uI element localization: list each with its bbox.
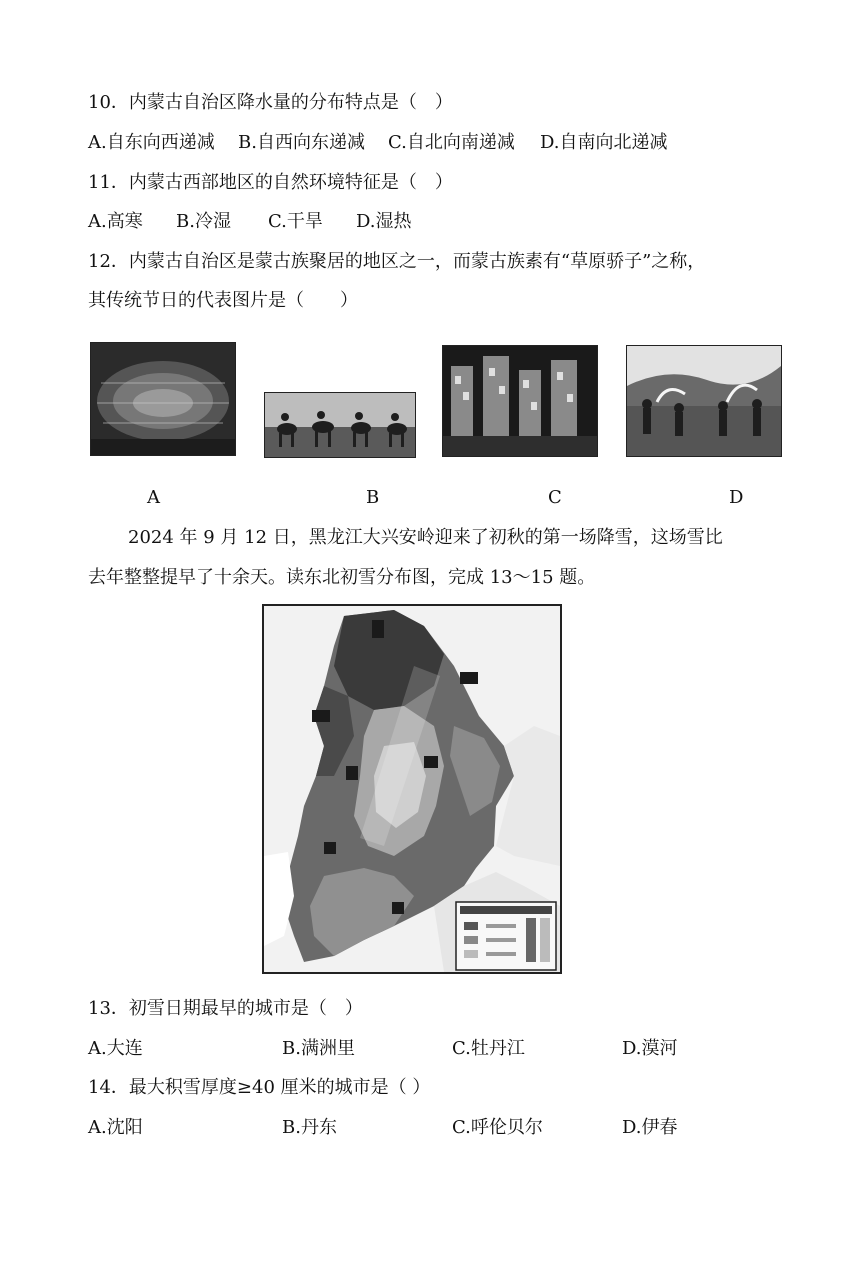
q13-option-a: A.大连: [88, 1038, 143, 1059]
q13-option-d: D.漠河: [622, 1038, 678, 1059]
q14-option-a: A.沈阳: [88, 1117, 143, 1138]
q13-option-c: C.牡丹江: [452, 1038, 525, 1059]
q12-stem-line1: 12．内蒙古自治区是蒙古族聚居的地区之一，而蒙古族素有“草原骄子”之称，: [88, 251, 706, 272]
photo-a-label: A: [147, 487, 160, 508]
photo-b-label: B: [366, 487, 380, 508]
q10-option-a: A.自东向西递减: [88, 132, 215, 153]
passage-line1: 2024 年 9 月 12 日，黑龙江大兴安岭迎来了初秋的第一场降雪，这场雪比: [128, 527, 723, 548]
q13-stem: 13．初雪日期最早的城市是（ ）: [88, 998, 363, 1019]
q10-option-b: B.自西向东递减: [238, 132, 365, 153]
q10-option-d: D.自南向北递减: [540, 132, 668, 153]
q11-option-b: B.冷湿: [176, 211, 231, 232]
q14-stem: 14．最大积雪厚度≥40 厘米的城市是（ ）: [88, 1077, 431, 1098]
photo-b-horse-racing: [264, 392, 416, 458]
q11-stem: 11．内蒙古西部地区的自然环境特征是（ ）: [88, 172, 453, 193]
q14-option-c: C.呼伦贝尔: [452, 1117, 543, 1138]
q14-option-d: D.伊春: [622, 1117, 678, 1138]
photo-d-water-splashing: [626, 345, 782, 457]
passage-line2: 去年整整提早了十余天。读东北初雪分布图，完成 13～15 题。: [88, 567, 596, 588]
northeast-first-snow-map: [262, 604, 562, 974]
photo-a-stadium: [90, 342, 236, 456]
q12-stem-line2: 其传统节日的代表图片是（ ）: [88, 290, 358, 311]
q10-option-c: C.自北向南递减: [388, 132, 515, 153]
photo-c-label: C: [548, 487, 562, 508]
photo-d-label: D: [729, 487, 744, 508]
q11-option-a: A.高寒: [88, 211, 143, 232]
photo-c-night-buildings: [442, 345, 598, 457]
q11-option-d: D.湿热: [356, 211, 412, 232]
q11-option-c: C.干旱: [268, 211, 323, 232]
q14-option-b: B.丹东: [282, 1117, 337, 1138]
q10-stem: 10．内蒙古自治区降水量的分布特点是（ ）: [88, 92, 453, 113]
q13-option-b: B.满洲里: [282, 1038, 355, 1059]
